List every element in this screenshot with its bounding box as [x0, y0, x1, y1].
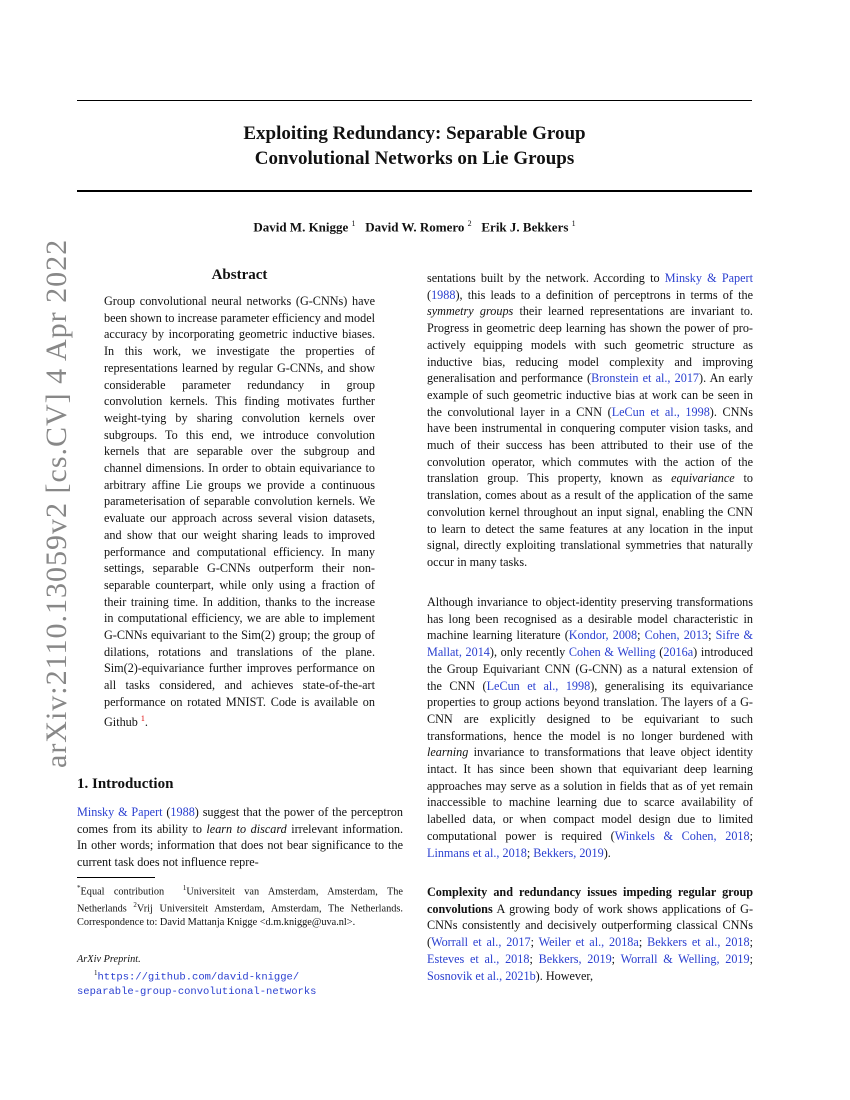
citation-link[interactable]: Minsky & Papert: [664, 271, 753, 285]
para-text: ). CNNs have been instrumental in conquering computer vision tasks, and much of their success has been attributed to their use of the convolution operator, which commutes with the action of the translation group. This property, known as: [427, 404, 753, 486]
citation-year-link[interactable]: 1988: [170, 805, 195, 819]
para-text: A growing body of work shows applications of G-CNNs consistently and decisively outperforming classical CNNs (: [427, 901, 753, 950]
right-paragraph-3: Complexity and redundancy issues impeding regular group convolutions A growing body of work shows applications of G-CNNs consistently and decisively outperforming classical CNNs (Worrall et al., 2017; Weiler et al., 2018a; Bekkers et al., 2018; Esteves et al., 2018; Bekkers, 2019; Worrall & Welling, 2019; Sosnovik et al., 2021b). However,: [427, 885, 754, 983]
footnote-equal: Equal contribution: [80, 886, 165, 898]
citation-link[interactable]: Winkels & Cohen, 2018: [614, 828, 750, 843]
author-name: David M. Knigge: [253, 219, 349, 235]
citation-year-link[interactable]: 2016a: [663, 645, 694, 660]
top-rule: [77, 100, 752, 101]
citation-link[interactable]: Kondor, 2008: [568, 628, 638, 643]
para-emphasis: learning: [427, 745, 469, 760]
footnote-link[interactable]: 1: [140, 713, 145, 723]
citation-link[interactable]: Esteves et al., 2018: [427, 951, 530, 966]
author-affiliation: 1: [351, 219, 356, 228]
citation-link[interactable]: Linmans et al., 2018: [427, 845, 527, 860]
author-affiliation: 1: [571, 219, 576, 228]
abstract-text: Group convolutional neural networks (G-CNNs) have been shown to increase parameter efficiency and model accuracy by incorporating geometric inductive biases. In this work, we investigate the properties of representations learned by regular G-CNNs, and show considerable parameter redundancy in group convolution kernels. This finding motivates further weight-tying by sharing convolution kernels over subgroups. To this end, we introduce convolution kernels that are separable over the subgroup and channel dimensions. In order to obtain equivariance to arbitrary affine Lie groups we provide a continuous parameterisation of separable convolution kernels. We evaluate our approach across several vision datasets, and show that our weight sharing leads to improved performance and computational efficiency. In many settings, separable G-CNNs outperform their non-separable counterpart, while only using a fraction of their training time. In addition, thanks to the increase in computational efficiency, we are able to implement G-CNNs equivariant to the Sim(2) group; the group of dilations, rotations and translations of the plane. Sim(2)-equivariance further improves performance on all tasks considered, and achieves state-of-the-art performance on rotated MNIST. Code is available on Github: [104, 294, 375, 729]
author-affiliation: 2: [467, 219, 472, 228]
citation-link[interactable]: Cohen, 2013: [644, 628, 709, 643]
footnote-aff1: Universiteit van Amsterdam, Amsterdam, The Netherlands: [77, 886, 403, 915]
title-line-2: Convolutional Networks on Lie Groups: [254, 148, 575, 169]
title-line-1: Exploiting Redundancy: Separable Group: [243, 123, 586, 144]
preprint-note: [77, 953, 403, 967]
para-text: ), generalising its equivariance properties to group actions beyond translation. The layers of a G-CNN are explicitly designed to be equivariant to such transformations, hence the model is no longer burdened with: [427, 678, 754, 743]
para-text: introduced the Group Equivariant CNN (G-CNN) as a natural extension of the CNN (: [427, 645, 753, 693]
para-text: their learned representations are invariant to. Progress in geometric deep learning has shown the power of pro-actively equipping models with such geometric structure as inductive bias, reducing model complexity and improving generalisation and performance (: [427, 304, 753, 386]
citation-link[interactable]: Sifre & Mallat, 2014: [427, 628, 753, 660]
abstract-heading: Abstract: [211, 267, 268, 283]
citation-link[interactable]: LeCun et al., 1998: [611, 404, 710, 419]
abstract-body: Group convolutional neural networks (G-CNNs) have been shown to increase parameter efficiency and model accuracy by incorporating geometric inductive biases. In this work, we investigate the properties of representations learned by regular G-CNNs, and show considerable parameter redundancy in group convolution kernels. This finding motivates further weight-tying by sharing convolution kernels over subgroups. To this end, we introduce convolution kernels that are separable over the subgroup and channel dimensions. In order to obtain equivariance to arbitrary affine Lie groups we provide a continuous parameterisation of separable convolution kernels. We evaluate our approach across several vision datasets, and show that our weight sharing leads to improved performance and computational efficiency. In many settings, separable G-CNNs outperform their non-separable counterpart, while only using a fraction of their training time. In addition, thanks to the increase in computational efficiency, we are able to implement G-CNNs equivariant to the Sim(2) group; the group of dilations, rotations and translations of the plane. Sim(2)-equivariance further improves performance on all tasks considered, and achieves state-of-the-art performance on rotated MNIST. Code is available on Github $^1$.: [104, 294, 375, 729]
right-paragraph-1: sentations built by the network. According to Minsky & Papert (1988), this leads to a definition of perceptrons in terms of the symmetry groups their learned representations are invariant to. Progress in geometric deep learning has shown the power of pro-actively equipping models with such geometric structure as inductive bias, reducing model complexity and improving generalisation and performance (Bronstein et al., 2017). An early example of such geometric inductive bias at work can be seen in the convolutional layer in a CNN (LeCun et al., 1998). CNNs have been instrumental in conquering computer vision tasks, and much of their success has been attributed to their use of the convolution operator, which commutes with the action of the translation group. This property, known as equivariance to translation, comes about as a result of the application of the same convolution kernel throughout an input signal, enabling the CNN to learn to detect the same features at any location in the input signal, directly exploiting translational symmetries that naturally occur in many tasks.: [427, 271, 754, 569]
para-emphasis: equivariance: [671, 471, 735, 486]
citation-link[interactable]: Cohen & Welling: [568, 645, 656, 660]
intro-text: suggest that the power of the perceptron comes from its ability to: [77, 805, 403, 836]
intro-emphasis: learn to discard: [206, 821, 287, 836]
github-url-link-2[interactable]: separable-group-convolutional-networks: [77, 985, 317, 998]
citation-link[interactable]: Sosnovik et al., 2021b: [427, 968, 536, 983]
citation-link[interactable]: Worrall et al., 2017: [431, 935, 531, 950]
para-text: Although invariance to object-identity preserving transformations has long been recognised as a desirable model characteristic in machine learning literature (: [427, 595, 753, 643]
preprint-label: ArXiv Preprint.: [77, 954, 141, 965]
citation-link[interactable]: Bekkers et al., 2018: [647, 935, 750, 950]
citation-link[interactable]: Bekkers, 2019: [533, 845, 604, 860]
para-text: , this leads to a definition of perceptrons in terms of the: [459, 287, 753, 302]
citation-link[interactable]: Bronstein et al., 2017: [591, 371, 700, 386]
para-emphasis: symmetry groups: [427, 304, 514, 319]
footnote-aff2: Vrij Universiteit Amsterdam, Amsterdam, The Netherlands. Correspondence to: David Mattanja Knigge <d.m.knigge@uva.nl>.: [77, 903, 403, 928]
paper-title: [77, 121, 752, 171]
footnote-rule: [77, 877, 155, 878]
para-text: ).: [603, 845, 611, 860]
paragraph-heading: Complexity and redundancy issues impeding regular group convolutions: [427, 885, 753, 916]
citation-link[interactable]: Weiler et al., 2018a: [538, 935, 639, 950]
citation-link[interactable]: Worrall & Welling, 2019: [620, 951, 750, 966]
section-heading: 1. Introduction: [77, 776, 174, 792]
arxiv-sidebar-stamp: arXiv:2110.13059v2 [cs.CV] 4 Apr 2022: [40, 238, 73, 768]
github-url-link-1[interactable]: https://github.com/david-knigge/: [97, 971, 300, 984]
intro-paragraph: Minsky & Papert (1988) suggest that the power of the perceptron comes from its ability to learn to discard irrelevant information. In other words; information that does not bear significance to the current task does not influence repre-: [77, 805, 403, 870]
para-text: to translation, comes about as a result of the application of the same convolution kernel throughout an input signal, enabling the CNN to learn to detect the same features at any location in the input signal, directly exploiting translational symmetries that naturally occur in many tasks.: [427, 471, 754, 569]
footnote-affiliations: *Equal contribution $^1$Universiteit van Amsterdam, Amsterdam, The Netherlands $^2$Vrij Universiteit Amsterdam, Amsterdam, The Netherlands. Correspondence to: David Mattanja Knigge <d.m.knigge@uva.nl>.: [77, 884, 403, 928]
intro-text: irrelevant information. In other words; information that does not bear significance to the current task does not influence repre-: [77, 821, 403, 870]
citation-link[interactable]: Bekkers, 2019: [538, 951, 612, 966]
para-text: invariance to transformations that leave object identity intact. It has since been shown that equivariant deep learning approaches may serve as a solution in fields that as of yet remain inaccessible to machine learning due to scarce availability of labelled data, or when compact model design due to limited computational power is required (: [427, 745, 753, 843]
github-footnote: $^1$https://github.com/david-knigge/ separable-group-convolutional-networks: [77, 966, 403, 999]
author-name: Erik J. Bekkers: [481, 219, 569, 235]
citation-link[interactable]: Minsky & Papert: [77, 805, 163, 819]
title-bottom-rule: [77, 190, 752, 192]
citation-link[interactable]: LeCun et al., 1998: [486, 678, 591, 693]
citation-year-link[interactable]: 1988: [431, 287, 456, 302]
author-name: David W. Romero: [365, 219, 465, 235]
para-text: sentations built by the network. According to: [427, 271, 665, 285]
right-paragraph-2: Although invariance to object-identity preserving transformations has long been recognised as a desirable model characteristic in machine learning literature (Kondor, 2008; Cohen, 2013; Sifre & Mallat, 2014), only recently Cohen & Welling (2016a) introduced the Group Equivariant CNN (G-CNN) as a natural extension of the CNN (LeCun et al., 1998), generalising its equivariance properties to group actions beyond translation. The layers of a G-CNN are explicitly designed to be equivariant to such transformations, hence the model is no longer burdened with learning invariance to transformations that leave object identity intact. It has since been shown that equivariant deep learning approaches may serve as a solution in fields that as of yet remain inaccessible to machine learning due to scarce availability of labelled data, or when compact model design due to limited computational power is required (Winkels & Cohen, 2018; Linmans et al., 2018; Bekkers, 2019).: [427, 595, 754, 860]
para-text: ). However,: [535, 968, 594, 983]
para-text: ). An early example of such geometric inductive bias at work can be seen in the convolutional layer in a CNN (: [427, 371, 754, 419]
author-list: [77, 219, 752, 235]
para-text: ), only recently: [489, 645, 569, 660]
